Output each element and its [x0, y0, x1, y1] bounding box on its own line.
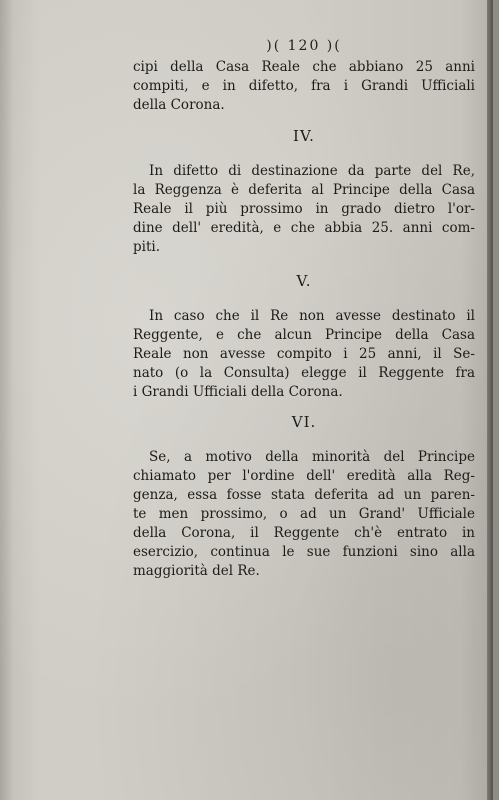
text-line: Reggente, e che alcun Principe della Casa [133, 327, 475, 343]
text-line: maggiorità del Re. [133, 563, 260, 579]
text-line: cipi della Casa Reale che abbiano 25 anni [133, 59, 475, 75]
text-line: te men prossimo, o ad un Grand' Ufficiale [133, 506, 475, 522]
text-line: i Grandi Ufficiali della Corona. [133, 384, 343, 400]
page-number: )( 120 )( [266, 38, 342, 54]
text-line: compiti, e in difetto, fra i Grandi Ufficiali [133, 78, 475, 94]
page-edge-shadow [487, 0, 493, 800]
text-line: Reale non avesse compito i 25 anni, il Se- [133, 346, 475, 362]
text-line: Reale il più prossimo in grado dietro l'or- [133, 201, 475, 217]
text-line: genza, essa fosse stata deferita ad un paren- [133, 487, 475, 503]
text-line: piti. [133, 239, 160, 255]
text-line: la Reggenza è deferita al Principe della Casa [133, 182, 475, 198]
text-line: della Corona. [133, 97, 225, 113]
text-line: dine dell' eredità, e che abbia 25. anni com- [133, 220, 475, 236]
text-line: chiamato per l'ordine dell' eredità alla Reg- [133, 468, 475, 484]
text-line: nato (o la Consulta) elegge il Reggente fra [133, 365, 475, 381]
text-line: della Corona, il Reggente ch'è entrato in [133, 525, 475, 541]
text-line: Se, a motivo della minorità del Principe [149, 449, 475, 465]
section-numeral: V. [296, 272, 312, 290]
text-line: esercizio, continua le sue funzioni sino alla [133, 544, 475, 560]
text-line: In difetto di destinazione da parte del Re, [149, 163, 475, 179]
section-numeral: VI. [291, 413, 317, 431]
section-numeral: IV. [293, 127, 315, 145]
text-line: In caso che il Re non avesse destinato il [149, 308, 475, 324]
